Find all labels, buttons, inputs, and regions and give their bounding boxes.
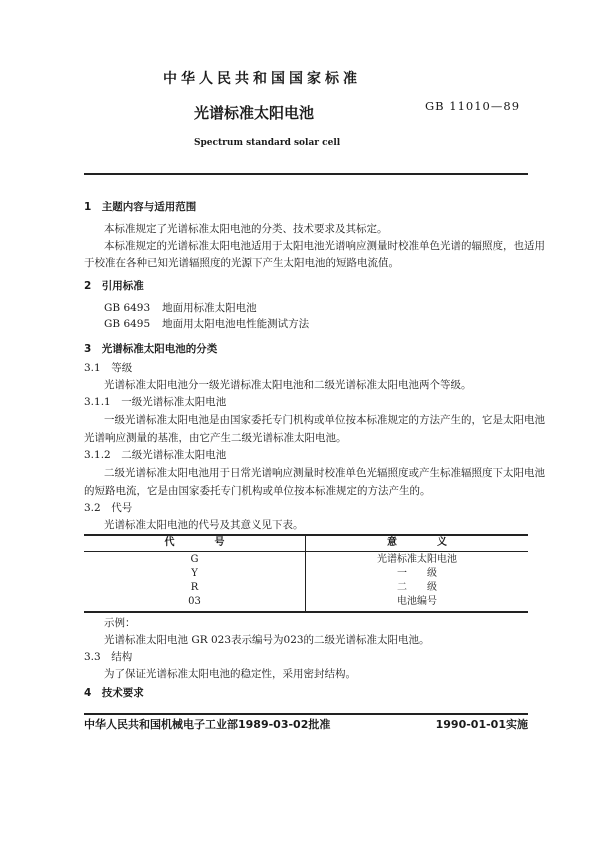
document-title: 光谱标准太阳电池: [194, 104, 315, 122]
paragraph: 一级光谱标准太阳电池是由国家委托专门机构或单位按本标准规定的方法产生的，它是太阳电池: [104, 414, 545, 426]
table-cell-code: 03: [188, 596, 201, 607]
reference-title: 地面用太阳电池电性能测试方法: [162, 318, 310, 330]
footer-rule: [84, 713, 528, 715]
paragraph: 光谱标准太阳电池的代号及其意义见下表。: [104, 519, 304, 531]
section-3-3-heading: 3.3 结构: [84, 651, 133, 663]
national-standard-label: 中华人民共和国国家标准: [163, 71, 361, 87]
table-cell-code: R: [190, 582, 199, 593]
document-title-en: Spectrum standard solar cell: [194, 138, 341, 148]
paragraph: 光谱响应测量的基准，由它产生二级光谱标准太阳电池。: [84, 432, 347, 444]
table-header-meaning: 意 义: [387, 537, 447, 548]
reference-code: GB 6495: [104, 318, 151, 330]
table-cell-code: Y: [191, 568, 198, 579]
table-cell-meaning: 光谱标准太阳电池: [377, 554, 457, 565]
reference-item: [104, 301, 257, 315]
section-3-heading: 3 光谱标准太阳电池的分类: [84, 343, 218, 355]
paragraph: 的短路电流，它是由国家委托专门机构或单位按本标准规定的方法产生的。: [84, 485, 431, 497]
paragraph: 光谱标准太阳电池分一级光谱标准太阳电池和二级光谱标准太阳电池两个等级。: [104, 379, 472, 391]
table-cell-code: G: [190, 554, 199, 565]
section-2-heading: 2 引用标准: [84, 280, 144, 292]
table-bottom-rule: [84, 611, 528, 613]
paragraph: 本标准规定了光谱标准太阳电池的分类、技术要求及其标定。: [104, 223, 388, 235]
table-cell-meaning: 二 级: [397, 582, 437, 593]
table-header-rule: [84, 551, 528, 552]
table-cell-meaning: 一 级: [397, 568, 437, 579]
section-3-1-1-heading: 3.1.1 一级光谱标准太阳电池: [84, 396, 227, 408]
approval-note: 中华人民共和国机械电子工业部1989-03-02批准: [84, 718, 331, 731]
section-4-heading: 4 技术要求: [84, 687, 144, 699]
paragraph: 二级光谱标准太阳电池用于日常光谱响应测量时校准单色光辐照度或产生标准辐照度下太阳电池: [104, 467, 545, 479]
section-3-1-heading: 3.1 等级: [84, 362, 133, 374]
table-header-code: 代 号: [164, 537, 225, 548]
example-text: 光谱标准太阳电池 GR 023表示编号为023的二级光谱标准太阳电池。: [104, 634, 430, 646]
header-rule: [84, 173, 528, 175]
table-cell-meaning: 电池编号: [397, 596, 437, 607]
section-3-2-heading: 3.2 代号: [84, 502, 133, 514]
example-label: 示例：: [104, 617, 136, 629]
section-3-1-2-heading: 3.1.2 二级光谱标准太阳电池: [84, 449, 227, 461]
paragraph: 本标准规定的光谱标准太阳电池适用于太阳电池光谱响应测量时校准单色光谱的辐照度，也适用: [104, 240, 545, 252]
reference-title: 地面用标准太阳电池: [162, 302, 257, 314]
effective-date: 1990-01-01实施: [435, 718, 528, 731]
reference-item: [104, 317, 309, 331]
paragraph: 为了保证光谱标准太阳电池的稳定性，采用密封结构。: [104, 668, 356, 680]
reference-code: GB 6493: [104, 302, 151, 314]
section-1-heading: 1 主题内容与适用范围: [84, 201, 197, 213]
paragraph: 于校准在各种已知光谱辐照度的光源下产生太阳电池的短路电流值。: [84, 257, 399, 269]
standard-code: GB 11010—89: [425, 99, 521, 113]
